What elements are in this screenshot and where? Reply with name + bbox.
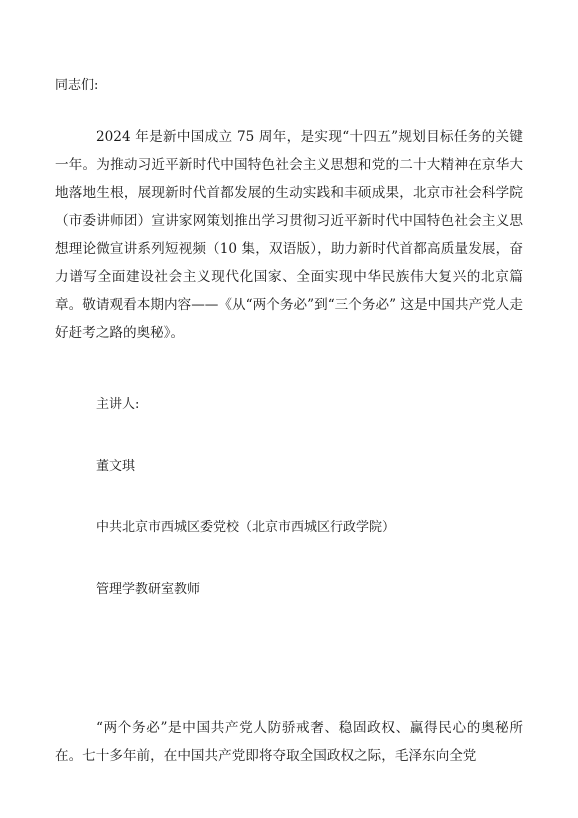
intro-paragraph: 2024 年是新中国成立 75 周年，是实现“十四五”规划目标任务的关键一年。为推动习近平新时代中国特色社会主义思想和党的二十大精神在京华大地落地生根，展现新时代首都发展的生动实践和丰硕成果，北京市社会科学院（市委讲师团）宣讲家网策划推出学习贯彻习近平新时代中国特色社会主义思想理论微宣讲系列短视频（10 集，双语版），助力新时代首都高质量发展，奋力谱写全面建设社会主义现代化国家、全面实现中华民族伟大复兴的北京篇章。敬请观看本期内容——《从“两个务必”到“三个务必” 这是中国共产党人走好赶考之路的奥秘》。: [55, 129, 523, 341]
salutation: 同志们:: [55, 78, 99, 93]
speaker-label: 主讲人:: [96, 397, 140, 412]
speaker-title: 管理学教研室教师: [96, 582, 201, 597]
main-paragraph: “两个务必”是中国共产党人防骄戒奢、稳固政权、赢得民心的奥秘所在。七十多年前，在中国共产党即将夺取全国政权之际，毛泽东向全党: [55, 720, 523, 764]
speaker-name: 董文琪: [96, 459, 136, 474]
speaker-organization: 中共北京市西城区委党校（北京市西城区行政学院）: [96, 520, 396, 535]
